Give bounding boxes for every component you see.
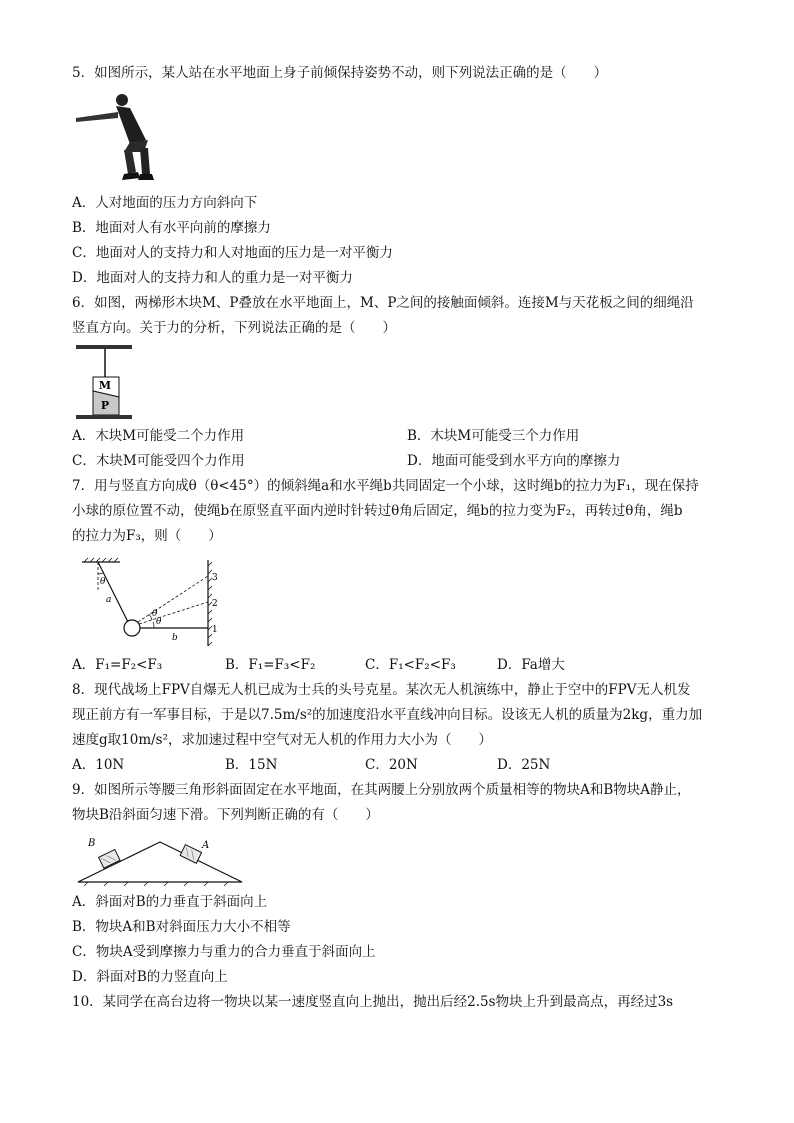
rope-a-label: a xyxy=(106,595,112,605)
block-p-label: P xyxy=(100,399,110,412)
q10-stem-line1: 10．某同学在高台边将一物块以某一速度竖直向上抛出，抛出后经2.5s物块上升到最高点，再经过3s xyxy=(72,994,674,1010)
q6-stem-line2: 竖直方向。关于力的分析，下列说法正确的是（ ） xyxy=(72,320,396,336)
position-2-label: 2 xyxy=(212,599,218,609)
q8-option-d: D．25N xyxy=(497,757,551,773)
q5-option-b: B．地面对人有水平向前的摩擦力 xyxy=(72,220,271,236)
q6-option-c: C．木块M可能受四个力作用 xyxy=(72,453,245,469)
theta-label-1: θ xyxy=(156,617,162,627)
q6-option-d: D．地面可能受到水平方向的摩擦力 xyxy=(407,453,621,469)
q9-option-c: C．物块A受到摩擦力与重力的合力垂直于斜面向上 xyxy=(72,944,376,960)
position-3-label: 3 xyxy=(212,573,218,583)
q8-stem-line1: 8．现代战场上FPV自爆无人机已成为士兵的头号克星。某次无人机演练中，静止于空中的FPV无人机发 xyxy=(72,682,691,698)
q8-option-b: B．15N xyxy=(225,757,278,773)
q7-option-c: C．F₁<F₂<F₃ xyxy=(365,657,456,673)
q7-stem-line2: 小球的原位置不动，使绳b在原竖直平面内逆时针转过θ角后固定，绳b的拉力变为F₂，再转过θ角，绳b xyxy=(72,503,683,519)
q5-option-c: C．地面对人的支持力和人对地面的压力是一对平衡力 xyxy=(72,245,393,261)
position-1-label: 1 xyxy=(212,625,218,635)
block-a-label: A xyxy=(202,840,210,851)
q7-option-a: A．F₁=F₂<F₃ xyxy=(72,657,163,673)
q5-stem: 5．如图所示，某人站在水平地面上身子前倾保持姿势不动，则下列说法正确的是（ ） xyxy=(72,65,608,81)
rope-b-label: b xyxy=(172,633,178,643)
theta-label-2: θ xyxy=(152,609,158,619)
stacked-blocks-figure xyxy=(76,345,136,421)
ball-ropes-figure xyxy=(76,558,226,648)
block-m-label: M xyxy=(98,379,112,392)
q6-stem-line1: 6．如图，两梯形木块M、P叠放在水平地面上，M、P之间的接触面倾斜。连接M与天花板之间的细绳沿 xyxy=(72,295,694,311)
q7-option-b: B．F₁=F₃<F₂ xyxy=(225,657,316,673)
block-b-label: B xyxy=(88,838,96,849)
q9-option-a: A．斜面对B的力垂直于斜面向上 xyxy=(72,894,268,910)
q8-stem-line2: 现正前方有一军事目标，于是以7.5m/s²的加速度沿水平直线冲向目标。设该无人机的质量为2kg，重力加 xyxy=(72,707,703,723)
q5-option-d: D．地面对人的支持力和人的重力是一对平衡力 xyxy=(72,270,353,286)
incline-triangle-figure xyxy=(74,832,244,886)
q9-option-b: B．物块A和B对斜面压力大小不相等 xyxy=(72,919,291,935)
q7-option-d: D．Fa增大 xyxy=(497,657,565,673)
squat-person-figure xyxy=(70,88,166,184)
q8-option-a: A．10N xyxy=(72,757,125,773)
q9-stem-line2: 物块B沿斜面匀速下滑。下列判断正确的有（ ） xyxy=(72,807,379,823)
q5-option-a: A．人对地面的压力方向斜向下 xyxy=(72,195,258,211)
q9-stem-line1: 9．如图所示等腰三角形斜面固定在水平地面，在其两腰上分别放两个质量相等的物块A和B物块A静止， xyxy=(72,782,691,798)
q7-stem-line3: 的拉力为F₃，则（ ） xyxy=(72,528,222,544)
q6-option-a: A．木块M可能受二个力作用 xyxy=(72,428,245,444)
theta-label-top: θ xyxy=(100,577,106,587)
q7-stem-line1: 7．用与竖直方向成θ（θ<45°）的倾斜绳a和水平绳b共同固定一个小球，这时绳b的拉力为F₁，现在保持 xyxy=(72,478,699,494)
q9-option-d: D．斜面对B的力竖直向上 xyxy=(72,969,228,985)
q8-stem-line3: 速度g取10m/s²，求加速过程中空气对无人机的作用力大小为（ ） xyxy=(72,732,493,748)
q6-option-b: B．木块M可能受三个力作用 xyxy=(407,428,580,444)
q8-option-c: C．20N xyxy=(365,757,418,773)
